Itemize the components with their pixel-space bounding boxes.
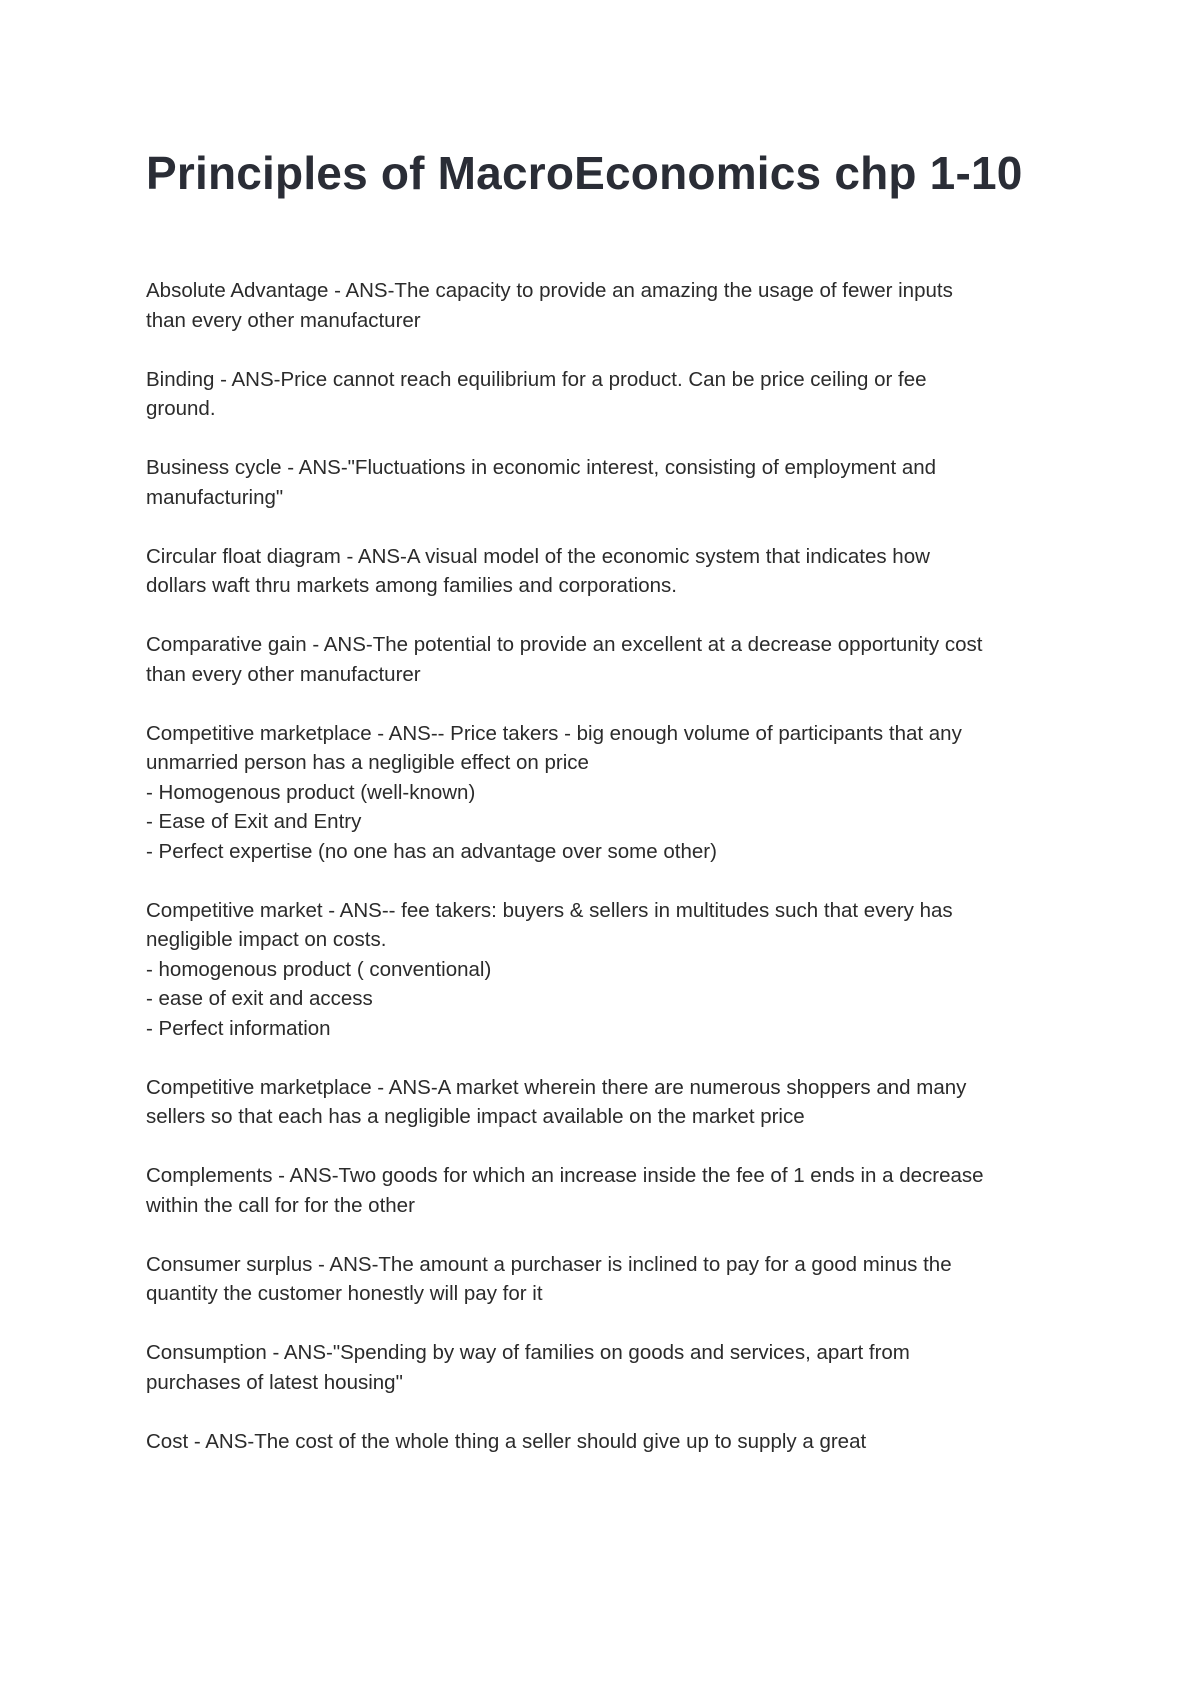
entry-line: Business cycle - ANS-"Fluctuations in economic interest, consisting of employment and (146, 456, 937, 479)
glossary-entry (146, 1338, 1066, 1397)
entry-line: ground. (146, 397, 216, 420)
entry-line: - Perfect information (146, 1016, 331, 1040)
entry-line: Cost - ANS-The cost of the whole thing a seller should give up to supply a great (146, 1429, 867, 1453)
glossary-entry (146, 453, 1066, 512)
entry-line: - ease of exit and access (146, 987, 373, 1010)
entry-line: Consumer surplus - ANS-The amount a purchaser is inclined to pay for a good minus the (146, 1252, 952, 1276)
entry-line: than every other manufacturer (146, 662, 421, 686)
entry-line: Absolute Advantage - ANS-The capacity to provide an amazing the usage of fewer inputs (146, 279, 953, 302)
glossary-entry (146, 276, 1066, 335)
glossary-entry (146, 542, 1066, 601)
glossary-entry (146, 1250, 1066, 1309)
entry-line: Consumption - ANS-"Spending by way of families on goods and services, apart from (146, 1341, 910, 1364)
glossary-entry (146, 365, 1066, 424)
glossary-entry (146, 719, 1066, 867)
entry-line: dollars waft thru markets among families and corporations. (146, 574, 677, 597)
document-page (146, 138, 1066, 1486)
entry-line: unmarried person has a negligible effect on price (146, 751, 589, 774)
glossary-entry (146, 896, 1066, 1044)
entry-line: manufacturing" (146, 485, 284, 509)
entry-line: - Homogenous product (well-known) (146, 780, 476, 804)
glossary-entries (146, 276, 1066, 1456)
entry-line: - Ease of Exit and Entry (146, 810, 362, 833)
entry-line: Binding - ANS-Price cannot reach equilibrium for a product. Can be price ceiling or fee (146, 367, 927, 391)
entry-line: - homogenous product ( conventional) (146, 957, 492, 981)
glossary-entry (146, 1161, 1066, 1220)
entry-line: than every other manufacturer (146, 308, 421, 332)
entry-line: within the call for for the other (146, 1193, 415, 1217)
entry-line: Competitive market - ANS-- fee takers: buyers & sellers in multitudes such that every has (146, 898, 953, 922)
entry-line: Competitive marketplace - ANS-A market wherein there are numerous shoppers and many (146, 1075, 967, 1099)
entry-line: Competitive marketplace - ANS-- Price takers - big enough volume of participants that any (146, 721, 962, 745)
glossary-entry (146, 1073, 1066, 1132)
entry-line: negligible impact on costs. (146, 928, 387, 951)
entry-line: purchases of latest housing" (146, 1370, 403, 1394)
entry-line: Circular float diagram - ANS-A visual model of the economic system that indicates how (146, 544, 930, 568)
entry-line: - Perfect expertise (no one has an advantage over some other) (146, 839, 717, 863)
glossary-entry (146, 1427, 1066, 1457)
entry-line: Comparative gain - ANS-The potential to provide an excellent at a decrease opportunity cost (146, 633, 983, 656)
glossary-entry (146, 630, 1066, 689)
document-title: Principles of MacroEconomics chp 1-10 (146, 147, 1023, 199)
entry-line: quantity the customer honestly will pay for it (146, 1282, 543, 1305)
entry-line: Complements - ANS-Two goods for which an increase inside the fee of 1 ends in a decrease (146, 1164, 984, 1187)
entry-line: sellers so that each has a negligible impact available on the market price (146, 1105, 805, 1128)
